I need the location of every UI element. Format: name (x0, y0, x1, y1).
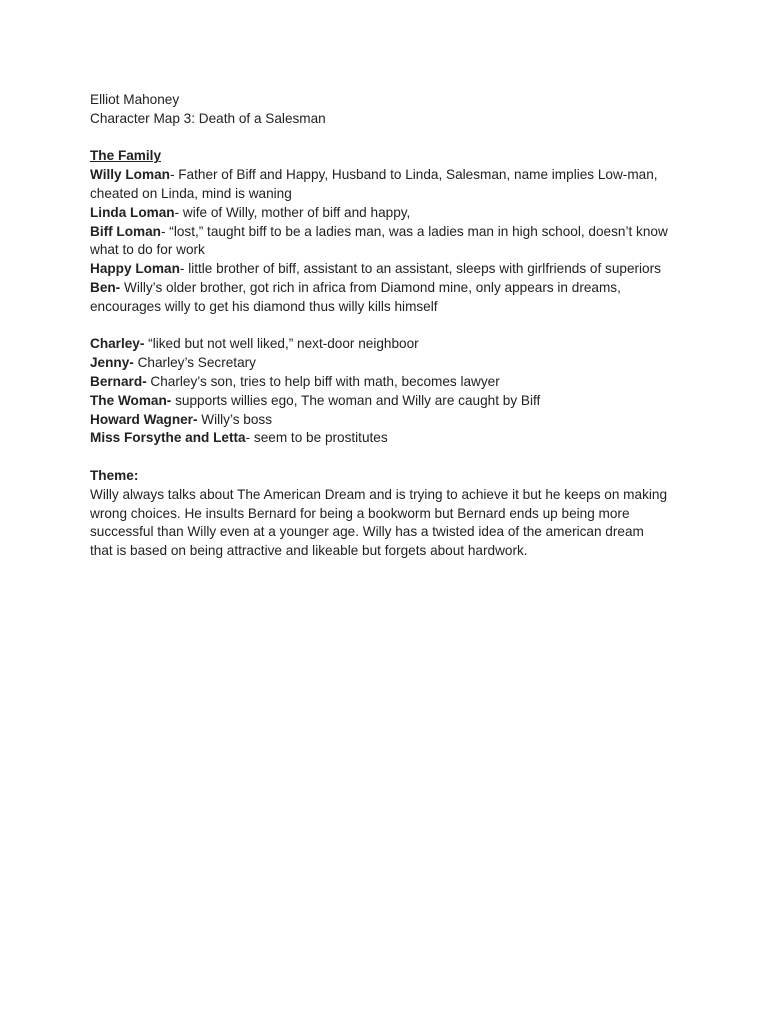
spacer (90, 129, 690, 148)
character-description-cont: cheated on Linda, mind is waning (90, 185, 292, 201)
spacer (90, 317, 690, 336)
character-name: Bernard- (90, 373, 147, 389)
character-description: Willy’s boss (197, 411, 273, 427)
character-entry-charley (90, 335, 690, 354)
character-description: supports willies ego, The woman and Willy are caught by Biff (171, 392, 541, 408)
character-name: Biff Loman (90, 223, 161, 239)
character-description: Willy’s older brother, got rich in africa from Diamond mine, only appears in dreams, (120, 279, 621, 295)
character-name: Jenny- (90, 355, 134, 371)
character-entry-jenny (90, 354, 690, 373)
character-entry-bernard (90, 373, 690, 392)
character-description-cont: what to do for work (90, 242, 205, 258)
character-entry-biff (90, 223, 690, 261)
character-description: - wife of Willy, mother of biff and happy, (174, 204, 411, 220)
character-entry-happy (90, 260, 690, 279)
character-name: Happy Loman (90, 261, 180, 277)
theme-line: successful than Willy even at a younger age. Willy has a twisted idea of the american dream (90, 524, 644, 540)
character-description: - Father of Biff and Happy, Husband to Linda, Salesman, name implies Low-man, (169, 167, 658, 183)
character-description: - “lost,” taught biff to be a ladies man, was a ladies man in high school, doesn’t know (160, 223, 668, 239)
character-entry-linda (90, 204, 690, 223)
family-heading: The Family (90, 148, 162, 164)
theme-paragraph (90, 486, 690, 561)
character-name: The Woman- (90, 392, 172, 408)
theme-line: wrong choices. He insults Bernard for being a bookworm but Bernard ends up being more (90, 505, 630, 521)
document-title: Character Map 3: Death of a Salesman (90, 110, 326, 126)
character-name: Charley- (90, 336, 145, 352)
theme-line: that is based on being attractive and likeable but forgets about hardwork. (90, 543, 528, 559)
character-entry-forsythe-letta (90, 429, 690, 448)
theme-heading: Theme: (90, 467, 139, 483)
character-entry-the-woman (90, 392, 690, 411)
character-description: Charley’s Secretary (133, 355, 256, 371)
character-name: Linda Loman (90, 204, 175, 220)
character-name: Miss Forsythe and Letta (90, 430, 246, 446)
character-description: “liked but not well liked,” next-door neighboor (144, 336, 419, 352)
character-entry-howard (90, 411, 690, 430)
author-name: Elliot Mahoney (90, 92, 180, 107)
character-description: - little brother of biff, assistant to an assistant, sleeps with girlfriends of superiors (179, 261, 661, 277)
character-description: Charley’s son, tries to help biff with math, becomes lawyer (146, 373, 500, 389)
character-name: Howard Wagner- (90, 411, 198, 427)
document-page (90, 91, 690, 561)
spacer (90, 448, 690, 467)
character-description-cont: encourages willy to get his diamond thus willy kills himself (90, 298, 438, 314)
character-entry-willy (90, 166, 690, 204)
character-name: Willy Loman (90, 167, 170, 183)
character-description: - seem to be prostitutes (245, 430, 388, 446)
character-name: Ben- (90, 279, 121, 295)
theme-line: Willy always talks about The American Dream and is trying to achieve it but he keeps on making (90, 486, 668, 502)
character-entry-ben (90, 279, 690, 317)
